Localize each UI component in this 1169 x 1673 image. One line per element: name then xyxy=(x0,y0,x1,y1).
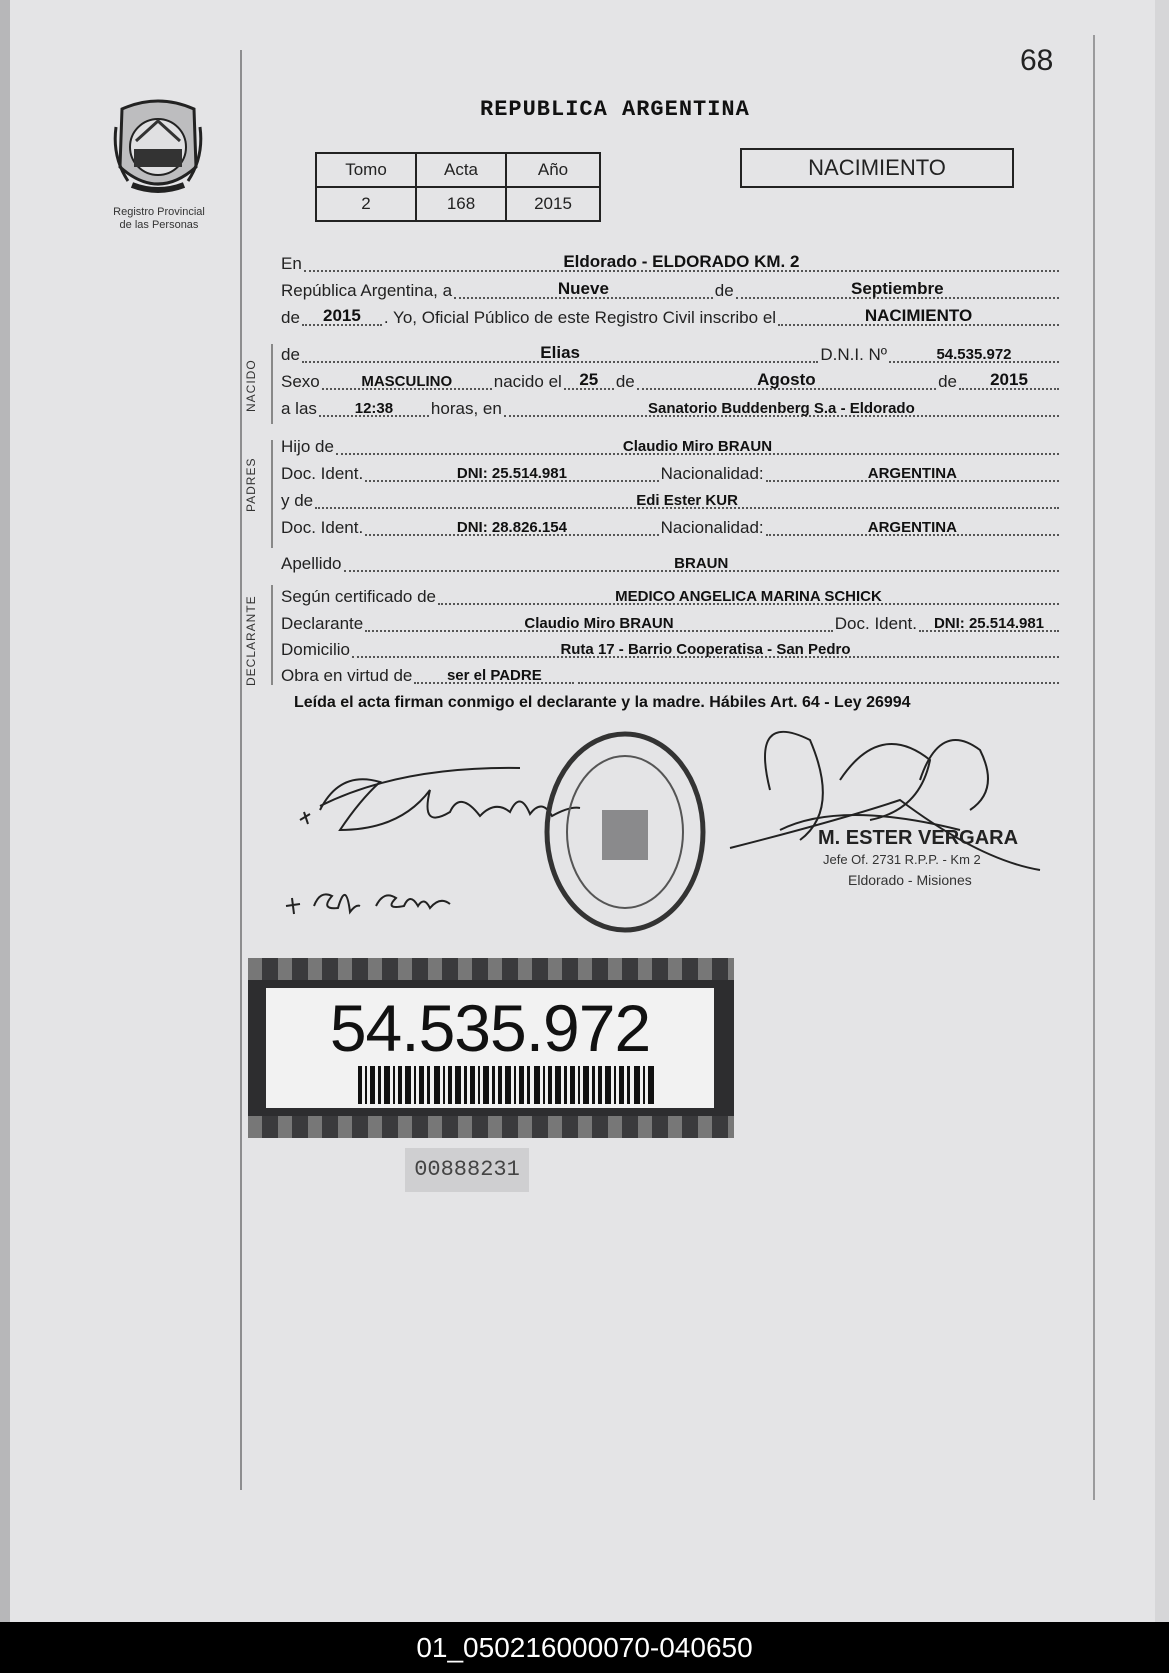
sticker-number: 54.535.972 xyxy=(329,991,651,1065)
label-nacionalidad-1: Nacionalidad: xyxy=(660,464,764,483)
label-doc-ident-3: Doc. Ident. xyxy=(834,614,917,633)
label-hijo-de: Hijo de xyxy=(281,437,334,456)
value-tomo: 2 xyxy=(316,187,416,221)
value-mother: Edi Ester KUR xyxy=(636,492,738,509)
value-record-kind: NACIMIENTO xyxy=(864,306,973,325)
official-round-stamp xyxy=(547,734,703,930)
closing-statement: Leída el acta firman conmigo el declarante y la madre. Hábiles Art. 64 - Ley 26994 xyxy=(294,694,911,711)
declarante-bracket xyxy=(271,585,273,685)
official-stamp-role: Jefe Of. 2731 R.P.P. - Km 2 xyxy=(823,852,981,867)
serial-number: 00888231 xyxy=(405,1148,529,1192)
value-month: Septiembre xyxy=(851,279,944,298)
value-sexo: MASCULINO xyxy=(361,373,453,390)
official-stamp-location: Eldorado - Misiones xyxy=(848,872,972,888)
header-anio: Año xyxy=(506,153,600,187)
row-apellido xyxy=(281,550,1061,576)
page-number: 68 xyxy=(1020,44,1054,77)
label-dni: D.N.I. Nº xyxy=(820,345,887,364)
value-capacity: ser el PADRE xyxy=(446,667,542,684)
label-de-month: de xyxy=(714,281,734,300)
label-doc-ident-2: Doc. Ident. xyxy=(281,518,364,537)
label-republica: República Argentina, a xyxy=(281,281,453,300)
label-nacido-el: nacido el xyxy=(493,372,562,391)
right-margin-line xyxy=(1093,35,1095,1500)
label-certificado: Según certificado de xyxy=(281,587,436,606)
record-table-header xyxy=(316,153,600,187)
value-birth-place: Sanatorio Buddenberg S.a - Eldorado xyxy=(648,400,915,417)
left-margin-line xyxy=(240,50,242,1490)
official-stamp-name: M. ESTER VERGARA xyxy=(818,827,1019,849)
label-de-name: de xyxy=(281,345,300,364)
value-declarant-dni: DNI: 25.514.981 xyxy=(933,615,1045,632)
label-de-1: de xyxy=(615,372,635,391)
padres-bracket xyxy=(271,440,273,548)
label-apellido: Apellido xyxy=(281,554,342,573)
value-anio: 2015 xyxy=(506,187,600,221)
row-doc-father xyxy=(281,460,1061,486)
identity-number-sticker xyxy=(248,958,734,1138)
row-year xyxy=(281,304,1061,330)
label-declarante: Declarante xyxy=(281,614,364,633)
record-type-box: NACIMIENTO xyxy=(740,148,1014,188)
side-label-padres: PADRES xyxy=(244,457,258,512)
value-given-name: Elias xyxy=(540,343,580,362)
row-obra xyxy=(281,662,1061,688)
label-sexo: Sexo xyxy=(281,372,320,391)
label-doc-ident-1: Doc. Ident. xyxy=(281,464,364,483)
label-obra: Obra en virtud de xyxy=(281,666,413,685)
row-republica xyxy=(281,277,1061,303)
label-de-year: de xyxy=(281,308,300,327)
value-declarant: Claudio Miro BRAUN xyxy=(524,615,674,632)
nacido-bracket xyxy=(271,344,273,424)
header-tomo: Tomo xyxy=(316,153,416,187)
scan-filename-footer: 01_050216000070-040650 xyxy=(0,1622,1169,1673)
sticker-label xyxy=(266,988,714,1108)
row-doc-mother xyxy=(281,514,1061,540)
row-nombre xyxy=(281,341,1061,367)
row-hora xyxy=(281,395,1061,421)
row-hijo-de xyxy=(281,433,1061,459)
mother-signature xyxy=(286,894,450,914)
row-en xyxy=(281,250,1061,276)
sticker-top-band xyxy=(248,958,734,980)
label-horas-en: horas, en xyxy=(430,399,502,418)
value-day: Nueve xyxy=(557,279,609,298)
row-domicilio xyxy=(281,636,1061,662)
value-year: 2015 xyxy=(323,306,361,325)
value-hour: 12:38 xyxy=(354,400,394,417)
value-birth-day: 25 xyxy=(579,370,599,389)
value-place: Eldorado - ELDORADO KM. 2 xyxy=(563,252,800,271)
value-address: Ruta 17 - Barrio Cooperatisa - San Pedro xyxy=(560,641,851,658)
row-certificado xyxy=(281,583,1061,609)
value-surname: BRAUN xyxy=(674,555,729,572)
label-inscribo: . Yo, Oficial Público de este Registro Civil inscribo el xyxy=(383,308,777,327)
provincial-seal-icon xyxy=(112,97,204,201)
father-signature xyxy=(300,768,580,830)
label-nacionalidad-2: Nacionalidad: xyxy=(660,518,764,537)
page-edge xyxy=(0,0,10,1622)
side-label-nacido: NACIDO xyxy=(244,359,258,412)
value-father: Claudio Miro BRAUN xyxy=(622,438,773,455)
row-sexo xyxy=(281,368,1061,394)
value-mother-dni: DNI: 28.826.154 xyxy=(456,519,567,536)
header-acta: Acta xyxy=(416,153,506,187)
value-father-nationality: ARGENTINA xyxy=(867,465,957,482)
row-y-de xyxy=(281,487,1061,513)
value-dni: 54.535.972 xyxy=(936,346,1012,363)
record-table-values xyxy=(316,187,600,221)
row-declarante xyxy=(281,610,1061,636)
sticker-bottom-band xyxy=(248,1116,734,1138)
label-en: En xyxy=(281,254,302,273)
value-acta: 168 xyxy=(416,187,506,221)
side-label-declarante: DECLARANTE xyxy=(244,595,258,686)
value-certifier: MEDICO ANGELICA MARINA SCHICK xyxy=(615,588,882,605)
label-a-las: a las xyxy=(281,399,317,418)
label-y-de: y de xyxy=(281,491,314,510)
value-father-dni: DNI: 25.514.981 xyxy=(456,465,567,482)
label-de-2: de xyxy=(938,372,957,391)
record-table xyxy=(315,152,601,222)
value-birth-month: Agosto xyxy=(757,370,816,389)
emblem-caption: Registro Provincial de las Personas xyxy=(113,206,205,231)
value-mother-nationality: ARGENTINA xyxy=(867,519,957,536)
barcode-icon xyxy=(358,1066,654,1104)
document-title: REPUBLICA ARGENTINA xyxy=(480,97,750,122)
label-domicilio: Domicilio xyxy=(281,640,350,659)
value-birth-year: 2015 xyxy=(990,370,1028,389)
